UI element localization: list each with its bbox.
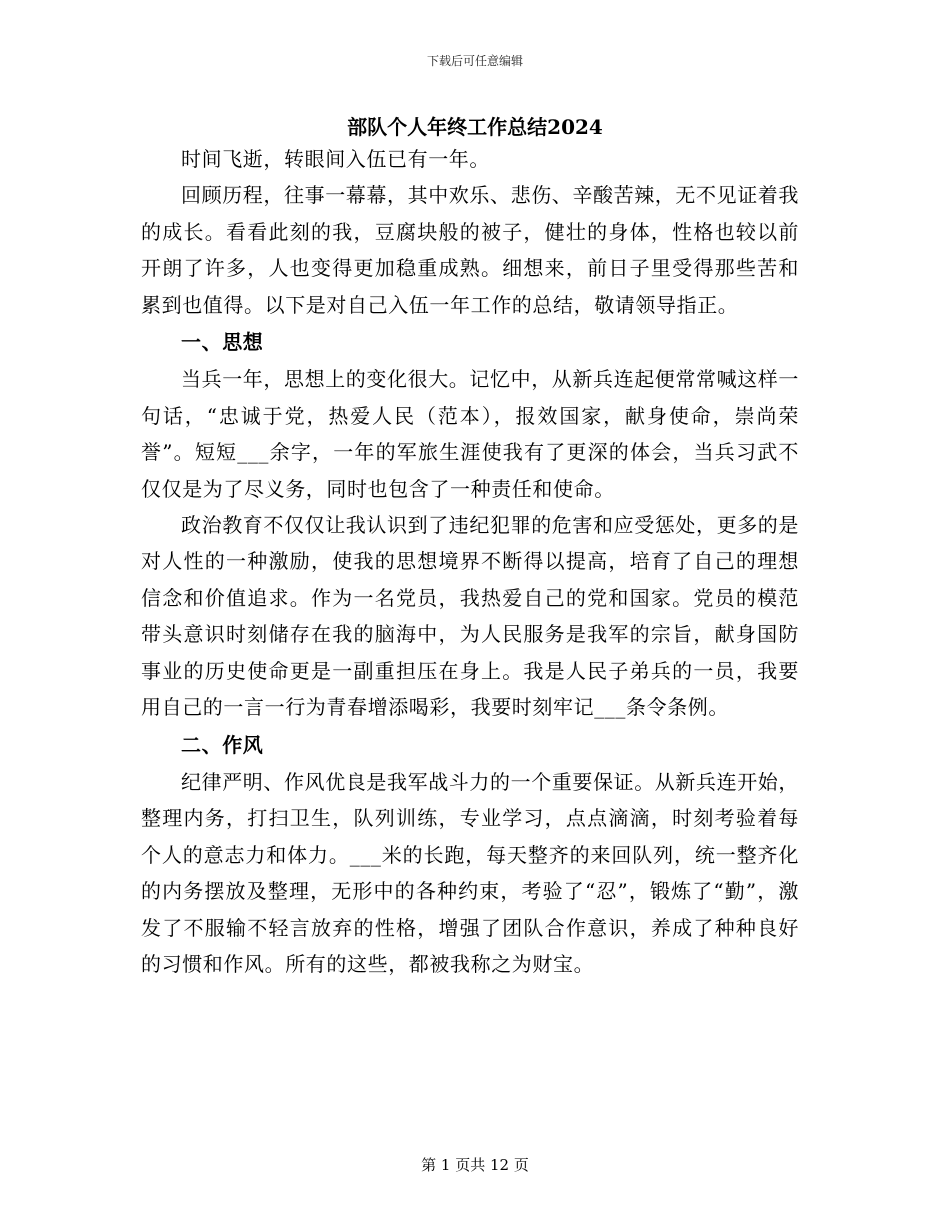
section-heading-style: 二、作风	[181, 732, 264, 757]
paragraph-thought-2: 政治教育不仅仅让我认识到了违纪犯罪的危害和应受惩处，更多的是对人性的一种激励，使我的思想境界不断得以提高，培育了自己的理想信念和价值追求。作为一名党员，我热爱自己的党和国家。党员的模范带头意识时刻储存在我的脑海中，为人民服务是我军的宗旨，献身国防事业的历史使命更是一副重担压在身上。我是人民子弟兵的一员，我要用自己的一言一行为青春增添喝彩，我要时刻牢记___条令条例。	[141, 513, 799, 720]
paragraph-thought-1: 当兵一年，思想上的变化很大。记忆中，从新兵连起便常常喊这样一句话，“忠诚于党，热爱人民（范本），报效国家，献身使命，崇尚荣誉”。短短___余字，一年的军旅生涯使我有了更深的体会，当兵习武不仅仅是为了尽义务，同时也包含了一种责任和使命。	[141, 367, 799, 501]
document-body	[141, 141, 799, 982]
paragraph-style-1: 纪律严明、作风优良是我军战斗力的一个重要保证。从新兵连开始，整理内务，打扫卫生，队列训练，专业学习，点点滴滴，时刻考验着每个人的意志力和体力。___米的长跑，每天整齐的来回队列，统一整齐化的内务摆放及整理，无形中的各种约束，考验了“忍”，锻炼了“勤”，激发了不服输不轻言放弃的性格，增强了团队合作意识，养成了种种良好的习惯和作风。所有的这些，都被我称之为财宝。	[141, 769, 799, 976]
page-number: 第 1 页共 12 页	[421, 1156, 529, 1174]
header-note: 下载后可任意编辑	[426, 54, 523, 68]
paragraph-intro: 时间飞逝，转眼间入伍已有一年。	[181, 147, 490, 171]
document-title: 部队个人年终工作总结2024	[347, 115, 603, 139]
paragraph-review: 回顾历程，往事一幕幕，其中欢乐、悲伤、辛酸苦辣，无不见证着我的成长。看看此刻的我，豆腐块般的被子，健壮的身体，性格也较以前开朗了许多，人也变得更加稳重成熟。细想来，前日子里受得那些苦和累到也值得。以下是对自己入伍一年工作的总结，敬请领导指正。	[141, 183, 799, 317]
section-heading-thought: 一、思想	[181, 330, 264, 355]
